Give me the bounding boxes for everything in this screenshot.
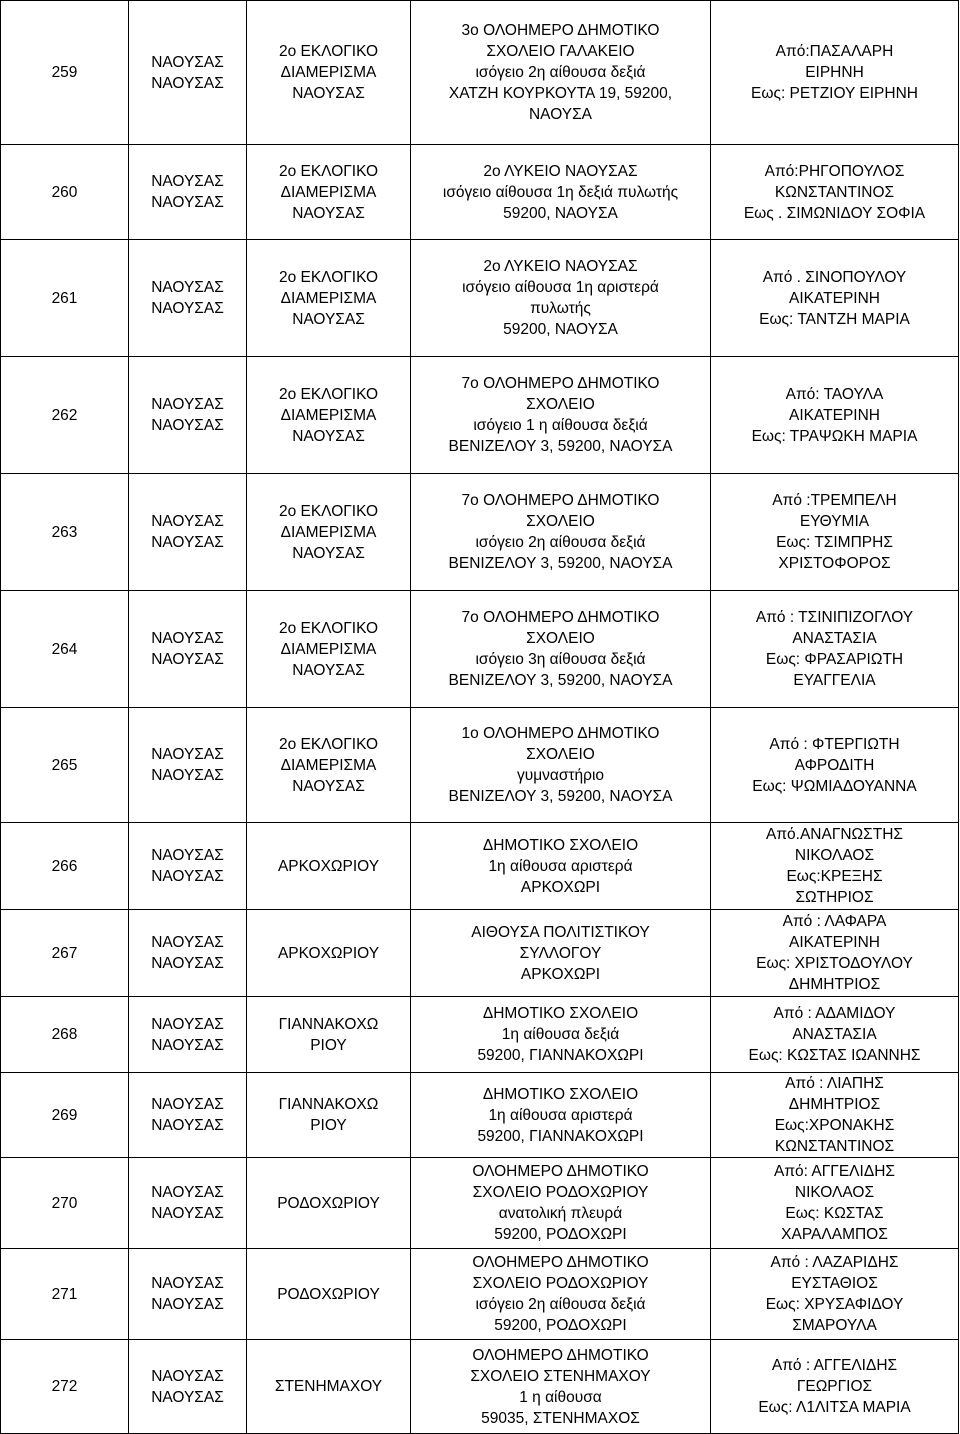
municipality-cell: [129, 474, 247, 591]
surname-range-text: Εως: ΡΕΤΖΙΟΥ ΕΙΡΗΝΗ: [751, 85, 918, 102]
polling-location-text: 7ο ΟΛΟΗΜΕΡΟ ΔΗΜΟΤΙΚΟ: [461, 375, 660, 392]
surname-range-text: ΕΥΑΓΓΕΛΙΑ: [793, 672, 876, 689]
municipality-cell: [129, 145, 247, 240]
municipality-text: ΝΑΟΥΣΑΣ: [151, 767, 224, 784]
surname-range-text: Εως . ΣΙΜΩΝΙΔΟΥ ΣΟΦΙΑ: [743, 204, 926, 222]
polling-location-text: ΣΧΟΛΕΙΟ: [526, 630, 595, 647]
station-number-text: 265: [51, 756, 78, 774]
surname-range-cell: [711, 1073, 959, 1158]
table-row: [1, 910, 959, 997]
surname-range-text: Εως: ΤΑΝΤΖΗ ΜΑΡΙΑ: [759, 310, 910, 328]
station-number-cell: [1, 357, 129, 474]
polling-location-text: ΟΛΟΗΜΕΡΟ ΔΗΜΟΤΙΚΟ: [472, 1163, 649, 1180]
municipality-text: ΝΑΟΥΣΑΣ: [151, 417, 224, 434]
municipality-text: ΝΑΟΥΣΑΣ: [151, 1036, 224, 1054]
station-number-text: 267: [51, 944, 78, 962]
polling-location-text: 59200, ΓΙΑΝΝΑΚΟΧΩΡΙ: [477, 1127, 644, 1145]
polling-location-text: ΔΗΜΟΤΙΚΟ ΣΧΟΛΕΙΟ: [482, 836, 639, 854]
electoral-district-text: ΔΙΑΜΕΡΙΣΜΑ: [280, 756, 377, 774]
polling-location-text: ΔΗΜΟΤΙΚΟ ΣΧΟΛΕΙΟ: [482, 1005, 639, 1022]
table-row: [1, 1249, 959, 1340]
surname-range-text: Από: ΑΓΓΕΛΙΔΗΣ: [774, 1163, 895, 1180]
electoral-district-text: 2ο ΕΚΛΟΓΙΚΟ: [278, 502, 379, 520]
electoral-district-text: ΔΙΑΜΕΡΙΣΜΑ: [280, 183, 377, 201]
municipality-cell: [129, 1249, 247, 1340]
electoral-district-text: ΝΑΟΥΣΑΣ: [292, 544, 365, 562]
station-number-text: 270: [51, 1194, 78, 1212]
polling-location-text: 59200, ΡΟΔΟΧΩΡΙ: [494, 1317, 627, 1334]
municipality-cell: [129, 708, 247, 823]
electoral-district-text: ΝΑΟΥΣΑΣ: [292, 204, 365, 222]
surname-range-text: Από : ΑΓΓΕΛΙΔΗΣ: [771, 1357, 898, 1374]
municipality-text: ΝΑΟΥΣΑΣ: [151, 651, 224, 668]
electoral-district-text: ΔΙΑΜΕΡΙΣΜΑ: [280, 406, 377, 424]
surname-range-text: Εως: ΤΣΙΜΠΡΗΣ: [776, 534, 893, 551]
surname-range-cell: [711, 1, 959, 145]
surname-range-text: ΓΕΩΡΓΙΟΣ: [796, 1378, 873, 1395]
polling-location-text: ΒΕΝΙΖΕΛΟΥ 3, 59200, ΝΑΟΥΣΑ: [448, 672, 673, 689]
table-row: [1, 997, 959, 1073]
polling-location-text: ΟΛΟΗΜΕΡΟ ΔΗΜΟΤΙΚΟ: [472, 1346, 649, 1364]
surname-range-text: Εως: ΧΡΙΣΤΟΔΟΥΛΟΥ: [756, 955, 913, 972]
table-row: [1, 708, 959, 823]
surname-range-text: Από: ΤΑΟΥΛΑ: [785, 385, 884, 403]
table-row: [1, 823, 959, 910]
surname-range-text: Από : ΤΣΙΝΙΠΙΖΟΓΛΟΥ: [755, 609, 914, 626]
polling-location-cell: [411, 1158, 711, 1249]
polling-location-text: ΣΧΟΛΕΙΟ ΡΟΔΟΧΩΡΙΟΥ: [472, 1275, 649, 1292]
polling-location-text: ΣΥΛΛΟΓΟΥ: [519, 944, 602, 962]
station-number-cell: [1, 708, 129, 823]
polling-location-text: ισόγειο 2η αίθουσα δεξιά: [475, 64, 646, 81]
table-row: [1, 474, 959, 591]
municipality-text: ΝΑΟΥΣΑΣ: [151, 847, 224, 864]
electoral-district-text: ΡΙΟΥ: [310, 1036, 347, 1054]
surname-range-text: Από.ΑΝΑΓΝΩΣΤΗΣ: [766, 826, 903, 843]
polling-location-text: ΟΛΟΗΜΕΡΟ ΔΗΜΟΤΙΚΟ: [472, 1254, 649, 1271]
municipality-cell: [129, 910, 247, 997]
electoral-district-text: ΔΙΑΜΕΡΙΣΜΑ: [280, 640, 377, 658]
municipality-text: ΝΑΟΥΣΑΣ: [151, 934, 224, 951]
polling-location-cell: [411, 591, 711, 708]
surname-range-text: ΧΡΙΣΤΟΦΟΡΟΣ: [778, 555, 891, 572]
municipality-cell: [129, 823, 247, 910]
station-number-text: 262: [51, 406, 78, 424]
table-row: [1, 1158, 959, 1249]
station-number-text: 269: [51, 1106, 78, 1124]
surname-range-text: ΣΩΤΗΡΙΟΣ: [795, 889, 874, 906]
municipality-cell: [129, 591, 247, 708]
surname-range-text: Εως: ΚΩΣΤΑΣ: [785, 1205, 884, 1222]
polling-location-cell: [411, 145, 711, 240]
polling-location-text: 59200, ΡΟΔΟΧΩΡΙ: [494, 1226, 627, 1243]
polling-location-text: ΒΕΝΙΖΕΛΟΥ 3, 59200, ΝΑΟΥΣΑ: [448, 555, 673, 572]
table-row: [1, 591, 959, 708]
polling-location-text: ισόγειο αίθουσα 1η αριστερά: [462, 279, 659, 296]
electoral-district-text: ΔΙΑΜΕΡΙΣΜΑ: [280, 289, 377, 307]
polling-location-cell: [411, 1249, 711, 1340]
polling-location-text: 59200, ΝΑΟΥΣΑ: [503, 204, 618, 222]
polling-location-text: 59200, ΓΙΑΝΝΑΚΟΧΩΡΙ: [477, 1047, 644, 1064]
municipality-cell: [129, 1073, 247, 1158]
surname-range-text: Από:ΠΑΣΑΛΑΡΗ: [775, 43, 894, 60]
surname-range-text: ΑΝΑΣΤΑΣΙΑ: [792, 630, 877, 647]
surname-range-text: ΑΙΚΑΤΕΡΙΝΗ: [788, 289, 880, 307]
electoral-district-cell: [247, 910, 411, 997]
surname-range-text: ΑΙΚΑΤΕΡΙΝΗ: [788, 934, 880, 951]
municipality-text: ΝΑΟΥΣΑΣ: [151, 1015, 224, 1033]
station-number-cell: [1, 1340, 129, 1434]
surname-range-text: Εως: Λ1ΛΙΤΣΑ ΜΑΡΙΑ: [758, 1399, 911, 1416]
electoral-district-text: ΝΑΟΥΣΑΣ: [292, 85, 365, 102]
electoral-district-text: 2ο ΕΚΛΟΓΙΚΟ: [278, 43, 379, 60]
surname-range-text: Εως:ΚΡΕΞΗΣ: [786, 868, 883, 885]
polling-location-cell: [411, 240, 711, 357]
polling-location-cell: [411, 823, 711, 910]
polling-location-text: ΣΧΟΛΕΙΟ ΡΟΔΟΧΩΡΙΟΥ: [472, 1184, 649, 1201]
electoral-district-text: ΝΑΟΥΣΑΣ: [292, 310, 365, 328]
polling-location-text: ισόγειο 3η αίθουσα δεξιά: [475, 651, 646, 668]
station-number-cell: [1, 1249, 129, 1340]
polling-location-cell: [411, 910, 711, 997]
station-number-cell: [1, 823, 129, 910]
polling-location-text: ΣΧΟΛΕΙΟ: [526, 396, 595, 413]
surname-range-cell: [711, 1158, 959, 1249]
polling-location-cell: [411, 708, 711, 823]
polling-location-text: ΒΕΝΙΖΕΛΟΥ 3, 59200, ΝΑΟΥΣΑ: [448, 438, 673, 455]
polling-location-text: 7ο ΟΛΟΗΜΕΡΟ ΔΗΜΟΤΙΚΟ: [461, 492, 660, 509]
municipality-text: ΝΑΟΥΣΑΣ: [151, 194, 224, 211]
electoral-district-text: ΡΟΔΟΧΩΡΙΟΥ: [277, 1285, 380, 1303]
polling-location-text: ΣΧΟΛΕΙΟ ΓΑΛΑΚΕΙΟ: [486, 43, 635, 60]
municipality-text: ΝΑΟΥΣΑΣ: [151, 1205, 224, 1222]
municipality-cell: [129, 1, 247, 145]
surname-range-text: Εως: ΤΡΑΨΩΚΗ ΜΑΡΙΑ: [751, 427, 918, 445]
surname-range-text: ΣΜΑΡΟΥΛΑ: [792, 1317, 877, 1334]
surname-range-text: Από : ΛΙΑΠΗΣ: [785, 1075, 884, 1092]
station-number-cell: [1, 474, 129, 591]
electoral-district-text: ΝΑΟΥΣΑΣ: [292, 777, 365, 795]
surname-range-text: Εως: ΨΩΜΙΑΔΟΥΑΝΝΑ: [752, 777, 917, 795]
table-body: [1, 1, 959, 1434]
municipality-text: ΝΑΟΥΣΑΣ: [151, 1367, 224, 1385]
electoral-district-text: ΡΙΟΥ: [310, 1117, 347, 1134]
electoral-district-cell: [247, 823, 411, 910]
polling-location-text: 59200, ΝΑΟΥΣΑ: [503, 321, 618, 338]
station-number-text: 271: [51, 1285, 78, 1303]
municipality-cell: [129, 240, 247, 357]
polling-location-text: ΧΑΤΖΗ ΚΟΥΡΚΟΥΤΑ 19, 59200,: [448, 85, 673, 102]
municipality-text: ΝΑΟΥΣΑΣ: [151, 746, 224, 763]
station-number-cell: [1, 240, 129, 357]
polling-location-text: 2ο ΛΥΚΕΙΟ ΝΑΟΥΣΑΣ: [483, 258, 638, 275]
municipality-text: ΝΑΟΥΣΑΣ: [151, 1388, 224, 1406]
municipality-text: ΝΑΟΥΣΑΣ: [151, 1096, 224, 1113]
electoral-district-text: ΔΙΑΜΕΡΙΣΜΑ: [280, 64, 377, 81]
polling-location-text: 3ο ΟΛΟΗΜΕΡΟ ΔΗΜΟΤΙΚΟ: [461, 22, 660, 39]
municipality-text: ΝΑΟΥΣΑΣ: [151, 53, 224, 71]
polling-location-text: 59035, ΣΤΕΝΗΜΑΧΟΣ: [481, 1409, 640, 1427]
station-number-cell: [1, 910, 129, 997]
station-number-cell: [1, 145, 129, 240]
polling-location-text: 1 η αίθουσα: [519, 1388, 602, 1406]
surname-range-text: Από : ΦΤΕΡΓΙΩΤΗ: [769, 735, 900, 753]
polling-location-text: ΝΑΟΥΣΑ: [528, 106, 593, 123]
surname-range-cell: [711, 357, 959, 474]
electoral-district-text: ΓΙΑΝΝΑΚΟΧΩ: [278, 1096, 379, 1113]
surname-range-text: Εως:ΧΡΟΝΑΚΗΣ: [774, 1117, 895, 1134]
electoral-district-text: ΑΡΚΟΧΩΡΙΟΥ: [277, 857, 380, 875]
electoral-district-text: 2ο ΕΚΛΟΓΙΚΟ: [278, 385, 379, 403]
electoral-district-text: 2ο ΕΚΛΟΓΙΚΟ: [278, 162, 379, 180]
polling-location-text: ΑΡΚΟΧΩΡΙ: [520, 965, 601, 983]
surname-range-cell: [711, 823, 959, 910]
surname-range-text: Από : ΑΔΑΜΙΔΟΥ: [773, 1005, 896, 1022]
surname-range-text: Εως: ΚΩΣΤΑΣ ΙΩΑΝΝΗΣ: [748, 1047, 921, 1064]
polling-location-cell: [411, 1340, 711, 1434]
polling-location-text: 7ο ΟΛΟΗΜΕΡΟ ΔΗΜΟΤΙΚΟ: [461, 609, 660, 626]
electoral-district-cell: [247, 474, 411, 591]
station-number-text: 272: [51, 1378, 78, 1395]
electoral-district-text: ΓΙΑΝΝΑΚΟΧΩ: [278, 1015, 379, 1033]
table-row: [1, 1073, 959, 1158]
surname-range-text: ΚΩΝΣΤΑΝΤΙΝΟΣ: [774, 1138, 895, 1155]
electoral-district-text: ΑΡΚΟΧΩΡΙΟΥ: [277, 944, 380, 962]
surname-range-cell: [711, 591, 959, 708]
surname-range-cell: [711, 240, 959, 357]
electoral-district-cell: [247, 240, 411, 357]
surname-range-text: ΕΥΘΥΜΙΑ: [799, 513, 870, 530]
polling-location-cell: [411, 357, 711, 474]
surname-range-text: ΝΙΚΟΛΑΟΣ: [794, 1184, 875, 1201]
polling-location-text: 1η αίθουσα αριστερά: [488, 857, 633, 875]
surname-range-text: ΑΝΑΣΤΑΣΙΑ: [792, 1026, 877, 1043]
station-number-cell: [1, 591, 129, 708]
electoral-district-text: ΣΤΕΝΗΜΑΧΟΥ: [274, 1378, 383, 1395]
municipality-text: ΝΑΟΥΣΑΣ: [151, 1184, 224, 1201]
municipality-text: ΝΑΟΥΣΑΣ: [151, 300, 224, 317]
electoral-district-cell: [247, 1340, 411, 1434]
electoral-district-text: ΝΑΟΥΣΑΣ: [292, 427, 365, 445]
surname-range-cell: [711, 708, 959, 823]
surname-range-cell: [711, 145, 959, 240]
municipality-text: ΝΑΟΥΣΑΣ: [151, 74, 224, 92]
electoral-district-text: ΡΟΔΟΧΩΡΙΟΥ: [277, 1194, 380, 1212]
municipality-cell: [129, 1340, 247, 1434]
station-number-cell: [1, 1073, 129, 1158]
electoral-district-cell: [247, 1, 411, 145]
surname-range-text: ΑΦΡΟΔΙΤΗ: [794, 756, 875, 774]
surname-range-cell: [711, 1249, 959, 1340]
polling-location-cell: [411, 1073, 711, 1158]
polling-location-text: 1η αίθουσα αριστερά: [488, 1106, 633, 1124]
electoral-district-text: 2ο ΕΚΛΟΓΙΚΟ: [278, 268, 379, 286]
municipality-text: ΝΑΟΥΣΑΣ: [151, 1117, 224, 1134]
municipality-text: ΝΑΟΥΣΑΣ: [151, 1296, 224, 1313]
surname-range-text: Εως: ΧΡΥΣΑΦΙΔΟΥ: [765, 1296, 904, 1313]
polling-location-text: ΔΗΜΟΤΙΚΟ ΣΧΟΛΕΙΟ: [482, 1085, 639, 1103]
electoral-district-cell: [247, 1249, 411, 1340]
electoral-district-text: ΝΑΟΥΣΑΣ: [292, 661, 365, 679]
station-number-text: 263: [51, 523, 78, 541]
municipality-text: ΝΑΟΥΣΑΣ: [151, 279, 224, 296]
station-number-text: 266: [51, 857, 78, 875]
surname-range-cell: [711, 474, 959, 591]
polling-location-text: ΑΡΚΟΧΩΡΙ: [520, 878, 601, 896]
electoral-district-cell: [247, 1158, 411, 1249]
polling-location-text: ΣΧΟΛΕΙΟ: [526, 513, 595, 530]
surname-range-cell: [711, 997, 959, 1073]
electoral-district-cell: [247, 591, 411, 708]
polling-location-text: ισόγειο αίθουσα 1η δεξιά πυλωτής: [442, 183, 679, 201]
municipality-text: ΝΑΟΥΣΑΣ: [151, 396, 224, 413]
surname-range-text: Εως: ΦΡΑΣΑΡΙΩΤΗ: [765, 651, 904, 668]
polling-location-text: ΣΧΟΛΕΙΟ ΣΤΕΝΗΜΑΧΟΥ: [470, 1367, 651, 1385]
surname-range-text: Από : ΛΑΦΑΡΑ: [782, 913, 887, 930]
surname-range-text: ΝΙΚΟΛΑΟΣ: [794, 847, 875, 864]
polling-location-text: ανατολική πλευρά: [498, 1205, 623, 1222]
polling-location-text: ΣΧΟΛΕΙΟ: [526, 746, 595, 763]
surname-range-text: ΚΩΝΣΤΑΝΤΙΝΟΣ: [774, 183, 895, 201]
electoral-district-cell: [247, 708, 411, 823]
station-number-text: 264: [51, 640, 78, 658]
surname-range-cell: [711, 910, 959, 997]
electoral-district-cell: [247, 145, 411, 240]
electoral-district-cell: [247, 357, 411, 474]
polling-location-text: ισόγειο 2η αίθουσα δεξιά: [475, 534, 646, 551]
table-row: [1, 145, 959, 240]
polling-location-text: ισόγειο 2η αίθουσα δεξιά: [475, 1296, 646, 1313]
municipality-text: ΝΑΟΥΣΑΣ: [151, 534, 224, 551]
station-number-text: 261: [51, 289, 78, 307]
table-row: [1, 1340, 959, 1434]
surname-range-text: Από . ΣΙΝΟΠΟΥΛΟΥ: [762, 268, 907, 286]
surname-range-text: ΕΙΡΗΝΗ: [805, 64, 864, 81]
surname-range-text: Από :ΤΡΕΜΠΕΛΗ: [772, 492, 897, 509]
surname-range-text: ΔΗΜΗΤΡΙΟΣ: [788, 1096, 881, 1113]
electoral-district-text: ΔΙΑΜΕΡΙΣΜΑ: [280, 523, 377, 541]
polling-location-text: 1η αίθουσα δεξιά: [501, 1026, 620, 1043]
polling-location-text: ΒΕΝΙΖΕΛΟΥ 3, 59200, ΝΑΟΥΣΑ: [448, 788, 673, 805]
polling-location-text: 1ο ΟΛΟΗΜΕΡΟ ΔΗΜΟΤΙΚΟ: [461, 725, 660, 742]
surname-range-text: ΕΥΣΤΑΘΙΟΣ: [791, 1275, 878, 1292]
polling-location-cell: [411, 1, 711, 145]
electoral-district-cell: [247, 1073, 411, 1158]
surname-range-text: Από : ΛΑΖΑΡΙΔΗΣ: [770, 1254, 899, 1271]
station-number-text: 259: [51, 64, 78, 81]
polling-location-cell: [411, 474, 711, 591]
polling-location-text: ΑΙΘΟΥΣΑ ΠΟΛΙΤΙΣΤΙΚΟΥ: [471, 923, 650, 941]
polling-location-cell: [411, 997, 711, 1073]
municipality-text: ΝΑΟΥΣΑΣ: [151, 955, 224, 972]
municipality-text: ΝΑΟΥΣΑΣ: [151, 868, 224, 885]
station-number-text: 260: [51, 183, 78, 201]
surname-range-text: ΧΑΡΑΛΑΜΠΟΣ: [781, 1226, 888, 1243]
station-number-cell: [1, 997, 129, 1073]
municipality-cell: [129, 357, 247, 474]
municipality-text: ΝΑΟΥΣΑΣ: [151, 630, 224, 647]
polling-location-text: ισόγειο 1 η αίθουσα δεξιά: [473, 417, 648, 434]
surname-range-text: Από:ΡΗΓΟΠΟΥΛΟΣ: [764, 162, 905, 180]
municipality-text: ΝΑΟΥΣΑΣ: [151, 513, 224, 530]
polling-location-text: γυμναστήριο: [516, 767, 605, 784]
electoral-district-text: 2ο ΕΚΛΟΓΙΚΟ: [278, 619, 379, 637]
station-number-text: 268: [51, 1026, 78, 1043]
municipality-text: ΝΑΟΥΣΑΣ: [151, 1275, 224, 1292]
electoral-district-text: 2ο ΕΚΛΟΓΙΚΟ: [278, 735, 379, 753]
municipality-cell: [129, 1158, 247, 1249]
table-row: [1, 240, 959, 357]
surname-range-cell: [711, 1340, 959, 1434]
polling-location-text: πυλωτής: [530, 300, 591, 317]
table-row: [1, 1, 959, 145]
municipality-text: ΝΑΟΥΣΑΣ: [151, 173, 224, 190]
surname-range-text: ΔΗΜΗΤΡΙΟΣ: [788, 976, 881, 993]
polling-location-text: 2ο ΛΥΚΕΙΟ ΝΑΟΥΣΑΣ: [483, 162, 638, 180]
electoral-district-cell: [247, 997, 411, 1073]
table-row: [1, 357, 959, 474]
station-number-cell: [1, 1158, 129, 1249]
station-number-cell: [1, 1, 129, 145]
municipality-cell: [129, 997, 247, 1073]
surname-range-text: ΑΙΚΑΤΕΡΙΝΗ: [788, 406, 880, 424]
